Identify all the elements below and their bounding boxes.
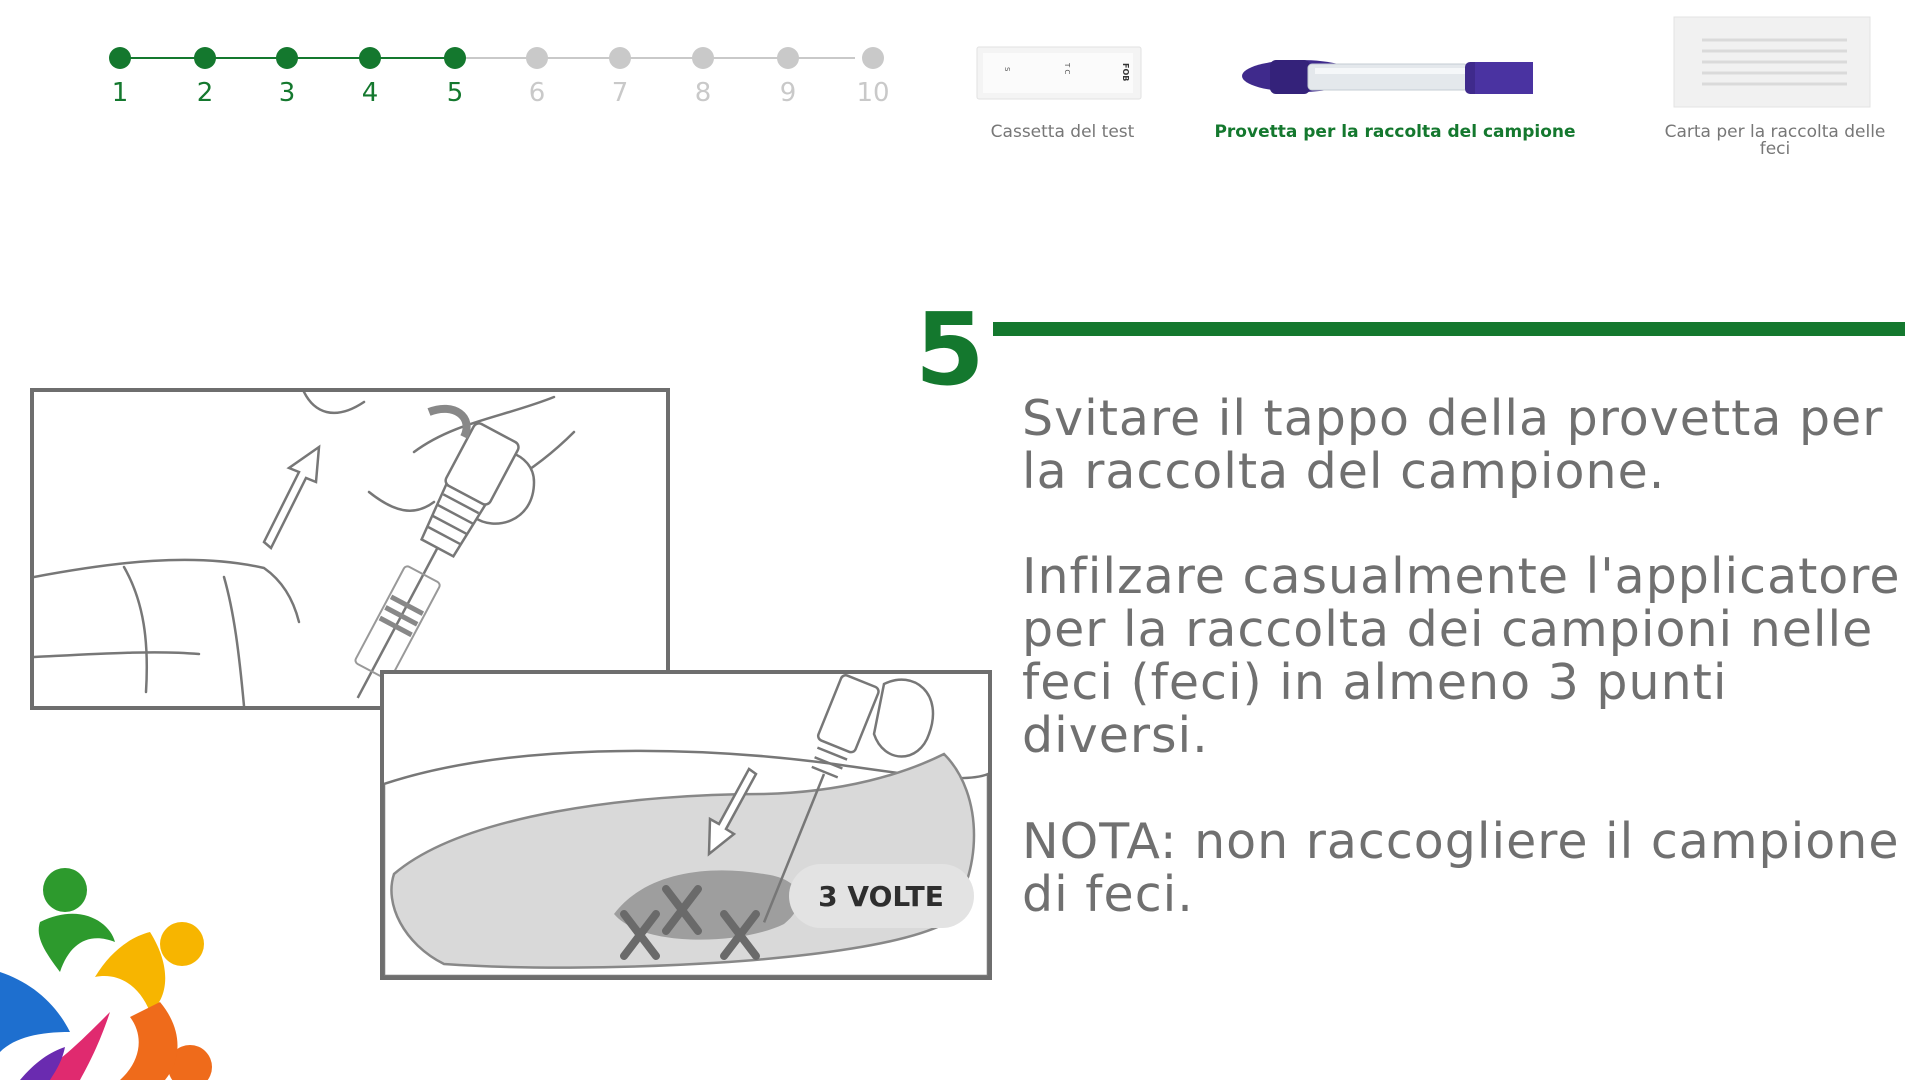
step-5-label: 5 xyxy=(446,78,464,108)
step-6-label: 6 xyxy=(528,78,546,108)
step-9-label: 9 xyxy=(779,78,797,108)
step-1-dot[interactable] xyxy=(109,47,131,69)
svg-text:FOB: FOB xyxy=(1121,63,1130,82)
step-progress xyxy=(100,40,890,110)
instruction-note: NOTA: non raccogliere il campione di feci. xyxy=(1022,813,1900,923)
step-7-label: 7 xyxy=(611,78,629,108)
illustration-unscrew-cap xyxy=(30,388,670,710)
step-7-dot[interactable] xyxy=(609,47,631,69)
collection-tube-image xyxy=(1240,50,1560,110)
step-8-label: 8 xyxy=(694,78,712,108)
step-10-dot[interactable] xyxy=(862,47,884,69)
tube-label: Provetta per la raccolta del campione xyxy=(1214,122,1576,142)
collection-paper-image xyxy=(1672,15,1872,110)
step-3-dot[interactable] xyxy=(276,47,298,69)
instruction-unscrew: Svitare il tappo della provetta per la raccolta del campione. xyxy=(1022,390,1884,500)
heading-rule xyxy=(993,322,1905,336)
organization-logo xyxy=(0,862,215,1080)
paper-label: Carta per la raccolta delle feci xyxy=(1664,122,1886,159)
instruction-collect: Infilzare casualmente l'applicatore per la raccolta dei campioni nelle feci (feci) in almeno 3 punti diversi. xyxy=(1022,548,1901,764)
step-3-label: 3 xyxy=(278,78,296,108)
step-4-label: 4 xyxy=(361,78,379,108)
step-2-label: 2 xyxy=(196,78,214,108)
step-5-dot[interactable] xyxy=(444,47,466,69)
svg-text:S: S xyxy=(1003,67,1011,72)
illustration-sample-stool xyxy=(380,670,992,980)
test-cassette-image xyxy=(975,45,1145,103)
step-6-dot[interactable] xyxy=(526,47,548,69)
step-9-dot[interactable] xyxy=(777,47,799,69)
step-2-dot[interactable] xyxy=(194,47,216,69)
step-10-label: 10 xyxy=(856,78,890,108)
step-4-dot[interactable] xyxy=(359,47,381,69)
three-times-badge: 3 VOLTE xyxy=(818,880,944,913)
step-8-dot[interactable] xyxy=(692,47,714,69)
svg-text:T C: T C xyxy=(1063,63,1071,75)
step-number: 5 xyxy=(915,291,985,408)
cassette-label: Cassetta del test xyxy=(990,122,1135,142)
step-1-label: 1 xyxy=(111,78,129,108)
